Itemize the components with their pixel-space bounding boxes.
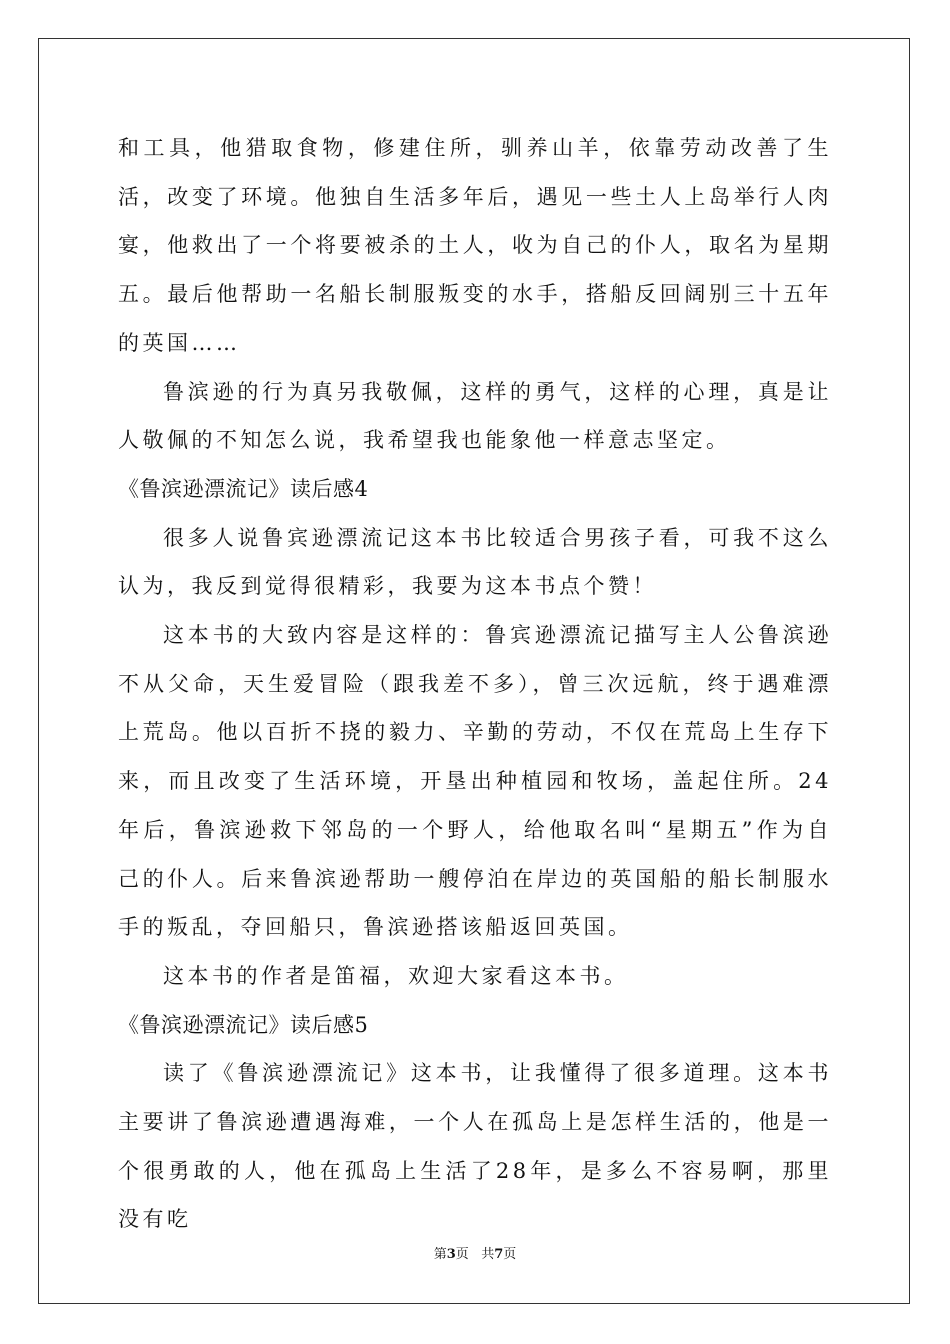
section-heading-4: 《鲁滨逊漂流记》读后感4 (118, 476, 369, 501)
paragraph-4: 这本书的大致内容是这样的：鲁宾逊漂流记描写主人公鲁滨逊不从父命，天生爱冒险（跟我差不多），曾三次远航，终于遇难漂上荒岛。他以百折不挠的毅力、辛勤的劳动，不仅在荒岛上生存下来，而且改变了生活环境，开垦出种植园和牧场，盖起住所。24年后，鲁滨逊救下邻岛的一个野人，给他取名叫“星期五”作为自己的仆人。后来鲁滨逊帮助一艘停泊在岸边的英国船的船长制服水手的叛乱，夺回船只，鲁滨逊搭该船返回英国。 (118, 623, 832, 940)
paragraph-3: 很多人说鲁宾逊漂流记这本书比较适合男孩子看，可我不这么认为，我反到觉得很精彩，我要为这本书点个赞！ (118, 525, 832, 599)
paragraph-5: 这本书的作者是笛福，欢迎大家看这本书。 (163, 963, 629, 988)
page-suffix: 页 (455, 1247, 469, 1262)
paragraph-2: 鲁滨逊的行为真另我敬佩，这样的勇气，这样的心理，真是让人敬佩的不知怎么说，我希望我也能象他一样意志坚定。 (118, 379, 832, 453)
total-pages: 7 (494, 1247, 504, 1262)
page-prefix: 第 (433, 1247, 447, 1262)
page-number: 3 (446, 1247, 456, 1262)
paragraph-1: 和工具，他猎取食物，修建住所，驯养山羊，依靠劳动改善了生活，改变了环境。他独自生活多年后，遇见一些土人上岛举行人肉宴，他救出了一个将要被杀的土人，收为自己的仆人，取名为星期五。最后他帮助一名船长制服叛变的水手，搭船反回阔别三十五年的英国…… (118, 136, 832, 355)
page-footer (0, 1247, 950, 1263)
section-heading-5: 《鲁滨逊漂流记》读后感5 (118, 1012, 369, 1037)
total-prefix: 共 (481, 1247, 495, 1262)
paragraph-6: 读了《鲁滨逊漂流记》这本书，让我懂得了很多道理。这本书主要讲了鲁滨逊遭遇海难，一个人在孤岛上是怎样生活的，他是一个很勇敢的人，他在孤岛上生活了28年，是多么不容易啊，那里没有吃 (118, 1061, 832, 1232)
total-suffix: 页 (503, 1247, 517, 1262)
document-body (118, 124, 832, 1244)
